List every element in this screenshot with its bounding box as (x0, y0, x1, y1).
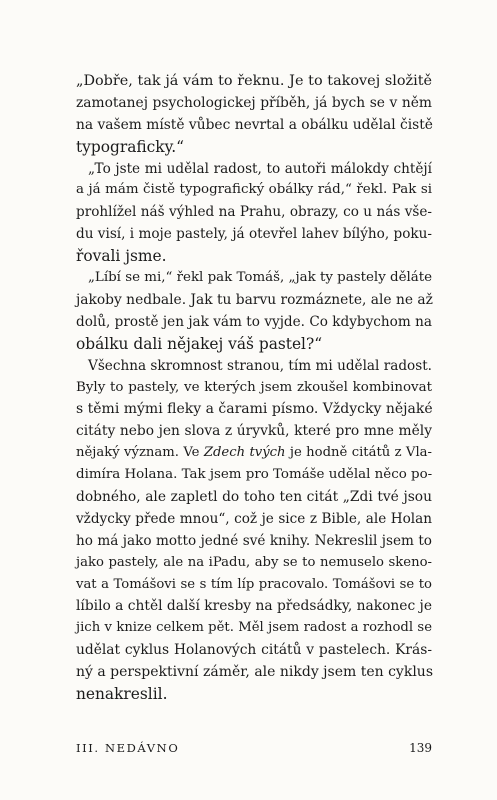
text-line: nenakreslil. (76, 685, 168, 703)
text-line: dolů, prostě jen jak vám to vyjde. Co kdybychom na (76, 313, 432, 330)
text-line: zamotanej psychologickej příběh, já bych se v něm (76, 94, 432, 111)
text-line: dobného, ale zapletl do toho ten citát „Zdi tvé jsou (76, 488, 432, 505)
text-line: jako pastely, ale na iPadu, aby se to nemuselo skeno- (76, 554, 432, 570)
text-line: na vašem místě vůbec nevrtal a obálku udělal čistě (76, 116, 433, 133)
text-line: jakoby nedbale. Jak tu barvu rozmáznete, ale ne až (76, 291, 433, 308)
text-line (76, 441, 432, 465)
text-line: vat a Tomášovi se s tím líp pracovalo. Tomášovi se to (76, 576, 432, 592)
text-line: jich v knize celkem pět. Měl jsem radost a rozhodl se (76, 620, 432, 636)
text-line: udělat cyklus Holanových citátů v pastelech. Krás- (76, 642, 432, 659)
text-line: du visí, i moje pastely, já otevřel lahev bílýho, poku- (76, 226, 432, 243)
text-line: „Líbí se mi,“ řekl pak Tomáš, „jak ty pastely děláte (88, 270, 433, 286)
text-line: líbilo a chtěl další kresby na předsádky, nakonec je (76, 598, 433, 615)
text-line: a já mám čistě typografický obálky rád,“ řekl. Pak si (76, 182, 432, 198)
page-footer (76, 738, 432, 758)
text-line: typograficky.“ (76, 137, 185, 156)
text-line: ho má jako motto jedné své knihy. Nekreslil jsem to (76, 532, 432, 549)
text-line: „To jste mi udělal radost, to autoři málokdy chtějí (88, 160, 432, 177)
page-number: 139 (409, 741, 432, 755)
text-line: obálku dali nějakej váš pastel?“ (76, 334, 323, 353)
text-segment: nějaký význam. Ve (76, 445, 204, 461)
text-line: řovali jsme. (76, 247, 167, 266)
running-head: III. NEDÁVNO (76, 741, 180, 755)
text-line: „Dobře, tak já vám to řeknu. Je to takovej složitě (76, 73, 432, 89)
text-line: ný a perspektivní záměr, ale nikdy jsem ten cyklus (76, 664, 434, 681)
text-line: Všechna skromnost stranou, tím mi udělal radost. (88, 357, 432, 374)
text-line: vždycky přede mnou“, což je sice z Bible, ale Holan (76, 510, 432, 527)
text-line: prohlížel náš výhled na Prahu, obrazy, co u nás vše- (76, 204, 432, 221)
text-line: dimíra Holana. Tak jsem pro Tomáše udělal něco po- (76, 467, 433, 483)
text-line: s těmi mými fleky a čarami písmo. Vždycky nějaké (76, 401, 433, 418)
text-segment: je hodně citátů z Vla- (285, 445, 432, 461)
text-line: citáty nebo jen slova z úryvků, které pro mne měly (76, 423, 432, 440)
book-title: Zdech tvých (203, 445, 286, 461)
text-line: Byly to pastely, ve kterých jsem zkoušel kombinovat (76, 379, 432, 395)
